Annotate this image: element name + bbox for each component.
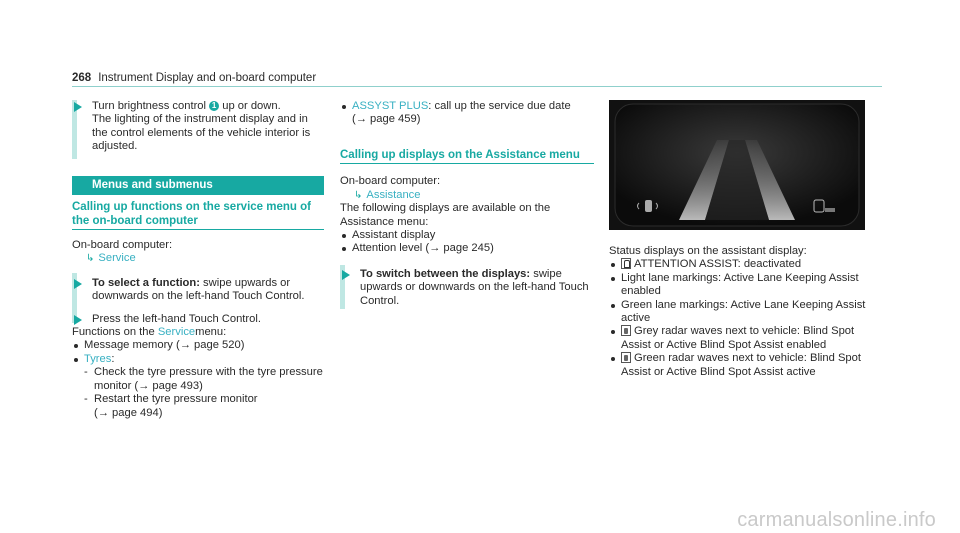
menu-path-service: ↳ Service	[86, 252, 136, 265]
column-1	[72, 100, 324, 420]
subhead-assistance-menu: Calling up displays on the Assistance menu	[340, 149, 594, 165]
list-item: ATTENTION ASSIST: deactivated	[609, 258, 867, 271]
assistant-display-graphic	[609, 100, 865, 230]
list-item: Assistant display	[340, 229, 594, 242]
assistance-list	[340, 229, 594, 256]
functions-intro: Functions on the Servicemenu:	[72, 326, 227, 339]
page-ref-link[interactable]: → page 245)	[429, 242, 494, 255]
list-item: Attention level (→ page 245)	[340, 242, 594, 255]
functions-list	[72, 339, 324, 419]
list-item: Green radar waves next to vehicle: Blind Spot Assist or Active Blind Spot Assist active	[609, 352, 867, 379]
list-item: ASSYST PLUS: call up the service due date (→ page 459)	[340, 100, 594, 127]
list-item: Grey radar waves next to vehicle: Blind Spot Assist or Active Blind Spot Assist enabled	[609, 325, 867, 352]
status-list	[609, 258, 867, 379]
page-ref-link[interactable]: → page 493)	[138, 379, 203, 392]
column-3	[609, 100, 867, 379]
subhead-service-menu: Calling up functions on the service menu of the on-board computer	[72, 201, 324, 230]
page-ref-link[interactable]: → page 494)	[97, 406, 163, 419]
list-item: Green lane markings: Active Lane Keeping Assist active	[609, 299, 867, 326]
step-select-function: To select a function: swipe upwards or downwards on the left-hand Touch Control.	[72, 277, 324, 304]
assistant-display-image	[609, 100, 865, 230]
number-badge: 1	[209, 101, 219, 111]
sub-list-item: - Check the tyre pressure with the tyre pressure monitor (→ page 493)	[72, 366, 324, 393]
onboard-label: On-board computer:	[72, 239, 173, 252]
page-number: 268	[72, 72, 92, 84]
page-header	[72, 72, 882, 87]
step-switch-displays: To switch between the displays: swipe upwards or downwards on the left-hand Touch Control.	[340, 268, 594, 308]
path-arrow-icon: ↳	[354, 189, 363, 201]
step-arrow-icon	[74, 315, 82, 325]
attention-assist-off-icon	[621, 258, 631, 269]
section-band-menus: Menus and submenus	[72, 176, 324, 195]
sub-list-item: - Restart the tyre pressure monitor (→ page 494)	[72, 393, 324, 420]
column-2	[340, 100, 594, 308]
step-press: Press the left-hand Touch Control.	[72, 313, 324, 326]
page-ref-link[interactable]: → page 520)	[179, 339, 245, 352]
watermark: carmanualsonline.info	[737, 508, 936, 531]
path-arrow-icon: ↳	[86, 253, 95, 265]
menu-path-assistance: ↳ Assistance	[354, 188, 421, 201]
assyst-list	[340, 100, 594, 127]
step-arrow-icon	[342, 270, 350, 280]
step-arrow-icon	[74, 279, 82, 289]
onboard-label: On-board computer:	[340, 175, 441, 188]
green-radar-icon	[621, 352, 631, 363]
tyres-link[interactable]: Tyres	[84, 352, 112, 365]
page-ref-link[interactable]: → page 459)	[355, 113, 421, 126]
header-title: Instrument Display and on-board computer	[98, 72, 317, 84]
step-brightness: Turn brightness control 1 up or down. The lighting of the instrument display and in the control elements of the vehicle interior is adjusted.	[72, 100, 324, 154]
service-link[interactable]: Service	[157, 326, 196, 339]
assyst-plus-link[interactable]: ASSYST PLUS	[352, 100, 429, 112]
grey-radar-icon	[621, 325, 631, 336]
step-arrow-icon	[74, 102, 82, 112]
step-result: The lighting of the instrument display and in the control elements of the vehicle interior is adjusted.	[92, 113, 311, 153]
list-item: Light lane markings: Active Lane Keeping Assist enabled	[609, 272, 867, 299]
list-item: Message memory (→ page 520)	[72, 339, 324, 352]
assistance-intro: The following displays are available on the Assistance menu:	[340, 202, 551, 228]
status-intro: Status displays on the assistant display:	[609, 245, 807, 257]
list-item: Tyres:	[72, 353, 324, 366]
